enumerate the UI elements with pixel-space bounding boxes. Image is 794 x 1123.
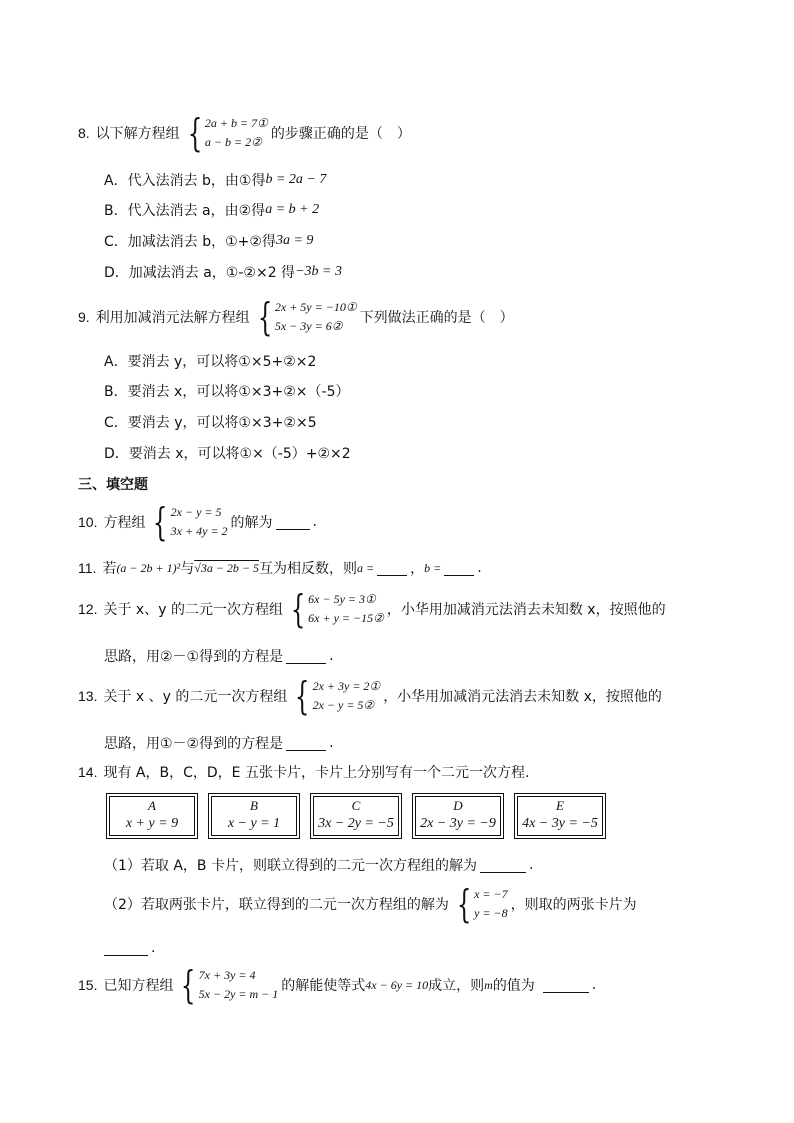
card-a: A x + y = 9 <box>106 793 198 839</box>
q10-number: 10. <box>78 514 98 530</box>
q8-text-before: 以下解方程组 <box>95 126 180 142</box>
q8-option-c: C．加减法消去 b，①+②得 3a = 9 <box>104 233 314 250</box>
q15-answer-blank[interactable] <box>543 978 589 993</box>
q12-eq1: 6x − 5y = 3① <box>308 592 376 606</box>
q12-number: 12. <box>78 601 98 617</box>
brace-icon: { <box>295 674 310 718</box>
q13-number: 13. <box>78 688 98 704</box>
q8-eq2: a − b = 2② <box>204 135 262 149</box>
brace-icon: { <box>187 111 203 155</box>
q13-eq2: 2x − y = 5② <box>312 698 375 712</box>
q15-system <box>176 963 279 1007</box>
q14-sub1: （1）若取 A，B 卡片，则联立得到的二元一次方程组的解为 . <box>104 857 534 874</box>
q13-stem: 13. 关于 x 、y 的二元一次方程组 { 2x + 3y = 2① 2x − y = 5② ，小华用加减消元法消去未知数 x，按照他的 <box>78 674 662 718</box>
q9-option-b: B．要消去 x，可以将①×3+②×（-5） <box>104 384 350 400</box>
q11-number: 11. <box>78 560 97 576</box>
q12-eq2: 6x + y = −15② <box>308 611 384 625</box>
q15-number: 15. <box>78 977 98 993</box>
q14-stem: 14. 现有 A，B，C，D，E 五张卡片，卡片上分别写有一个二元一次方程. <box>78 764 530 781</box>
card-e: E 4x − 3y = −5 <box>514 793 606 839</box>
q9-text-before: 利用加减消元法解方程组 <box>95 310 250 326</box>
q14-sub1-answer-blank[interactable] <box>480 858 526 873</box>
q12-line2: 思路，用②－①得到的方程是 . <box>104 648 334 665</box>
brace-icon: { <box>290 587 306 631</box>
q14-sub2-answer-blank[interactable] <box>104 941 148 956</box>
q13-eq1: 2x + 3y = 2① <box>312 679 381 693</box>
q14-number: 14. <box>78 764 98 780</box>
card-b: B x − y = 1 <box>208 793 300 839</box>
q10-eq2: 3x + 4y = 2 <box>170 524 228 538</box>
section-heading-fill-in: 三、填空题 <box>78 477 148 493</box>
q8-number: 8. <box>78 125 90 141</box>
q9-text-after: 下列做法正确的是（ ） <box>359 310 514 326</box>
q11-answer-blank-b[interactable] <box>444 561 474 576</box>
q9-system <box>253 295 357 339</box>
brace-icon: { <box>456 882 472 926</box>
q10-eq1: 2x − y = 5 <box>170 505 222 519</box>
q9-eq1: 2x + 5y = −10① <box>274 300 357 314</box>
q10-stem: 10. 方程组 { 2x − y = 5 3x + 4y = 2 的解为 . <box>78 500 317 544</box>
q8-system <box>183 111 268 155</box>
q10-system <box>148 500 228 544</box>
q11-answer-blank-a[interactable] <box>377 561 407 576</box>
brace-icon: { <box>181 963 196 1007</box>
q9-option-d: D．要消去 x，可以将①×（-5）+②×2 <box>104 446 351 462</box>
q12-stem: 12. 关于 x、y 的二元一次方程组 { 6x − 5y = 3① 6x + y = −15② ，小华用加减消元法消去未知数 x，按照他的 <box>78 587 666 631</box>
card-d: D 2x − 3y = −9 <box>412 793 504 839</box>
q8-stem <box>78 111 411 155</box>
q13-line2: 思路，用①－②得到的方程是 . <box>104 735 334 752</box>
q9-eq2: 5x − 3y = 6② <box>274 319 343 333</box>
q8-option-a: A．代入法消去 b，由①得 b = 2a − 7 <box>104 172 327 189</box>
q11-stem: 11. 若 (a − 2b + 1)² 与 √3a − 2b − 5 互为相反数，则 a = ， b = . <box>78 560 482 577</box>
q9-number: 9. <box>78 309 90 325</box>
q14-sub2: （2）若取两张卡片，联立得到的二元一次方程组的解为 { x = −7 y = −8 ，则取的两张卡片为 <box>104 882 637 926</box>
q8-option-b: B．代入法消去 a，由②得 a = b + 2 <box>104 202 320 219</box>
q13-system <box>290 674 381 718</box>
q15-stem: 15. 已知方程组 { 7x + 3y = 4 5x − 2y = m − 1 的解能使等式 4x − 6y = 10 成立，则 m 的值为 . <box>78 963 597 1007</box>
q13-answer-blank[interactable] <box>286 736 326 751</box>
q9-stem <box>78 295 514 339</box>
q10-answer-blank[interactable] <box>276 515 310 530</box>
q9-option-a: A．要消去 y，可以将①×5+②×2 <box>104 354 317 370</box>
q8-text-after: 的步骤正确的是（ ） <box>270 126 411 142</box>
q12-system <box>286 587 384 631</box>
q8-eq1: 2a + b = 7① <box>204 116 268 130</box>
card-c: C 3x − 2y = −5 <box>310 793 402 839</box>
q9-option-c: C．要消去 y，可以将①×3+②×5 <box>104 415 317 431</box>
q15-eq2: 5x − 2y = m − 1 <box>198 987 279 1001</box>
q14-solution-system: { x = −7 y = −8 <box>456 882 508 926</box>
card-row <box>106 793 606 839</box>
brace-icon: { <box>257 295 273 339</box>
q12-answer-blank[interactable] <box>286 649 326 664</box>
q14-sub2-answer: . <box>104 940 155 956</box>
sqrt-expression: √3a − 2b − 5 <box>194 560 260 575</box>
brace-icon: { <box>153 500 168 544</box>
q15-eq1: 7x + 3y = 4 <box>198 968 256 982</box>
q8-option-d: D．加减法消去 a，①-②×2 得 −3b = 3 <box>104 264 342 281</box>
